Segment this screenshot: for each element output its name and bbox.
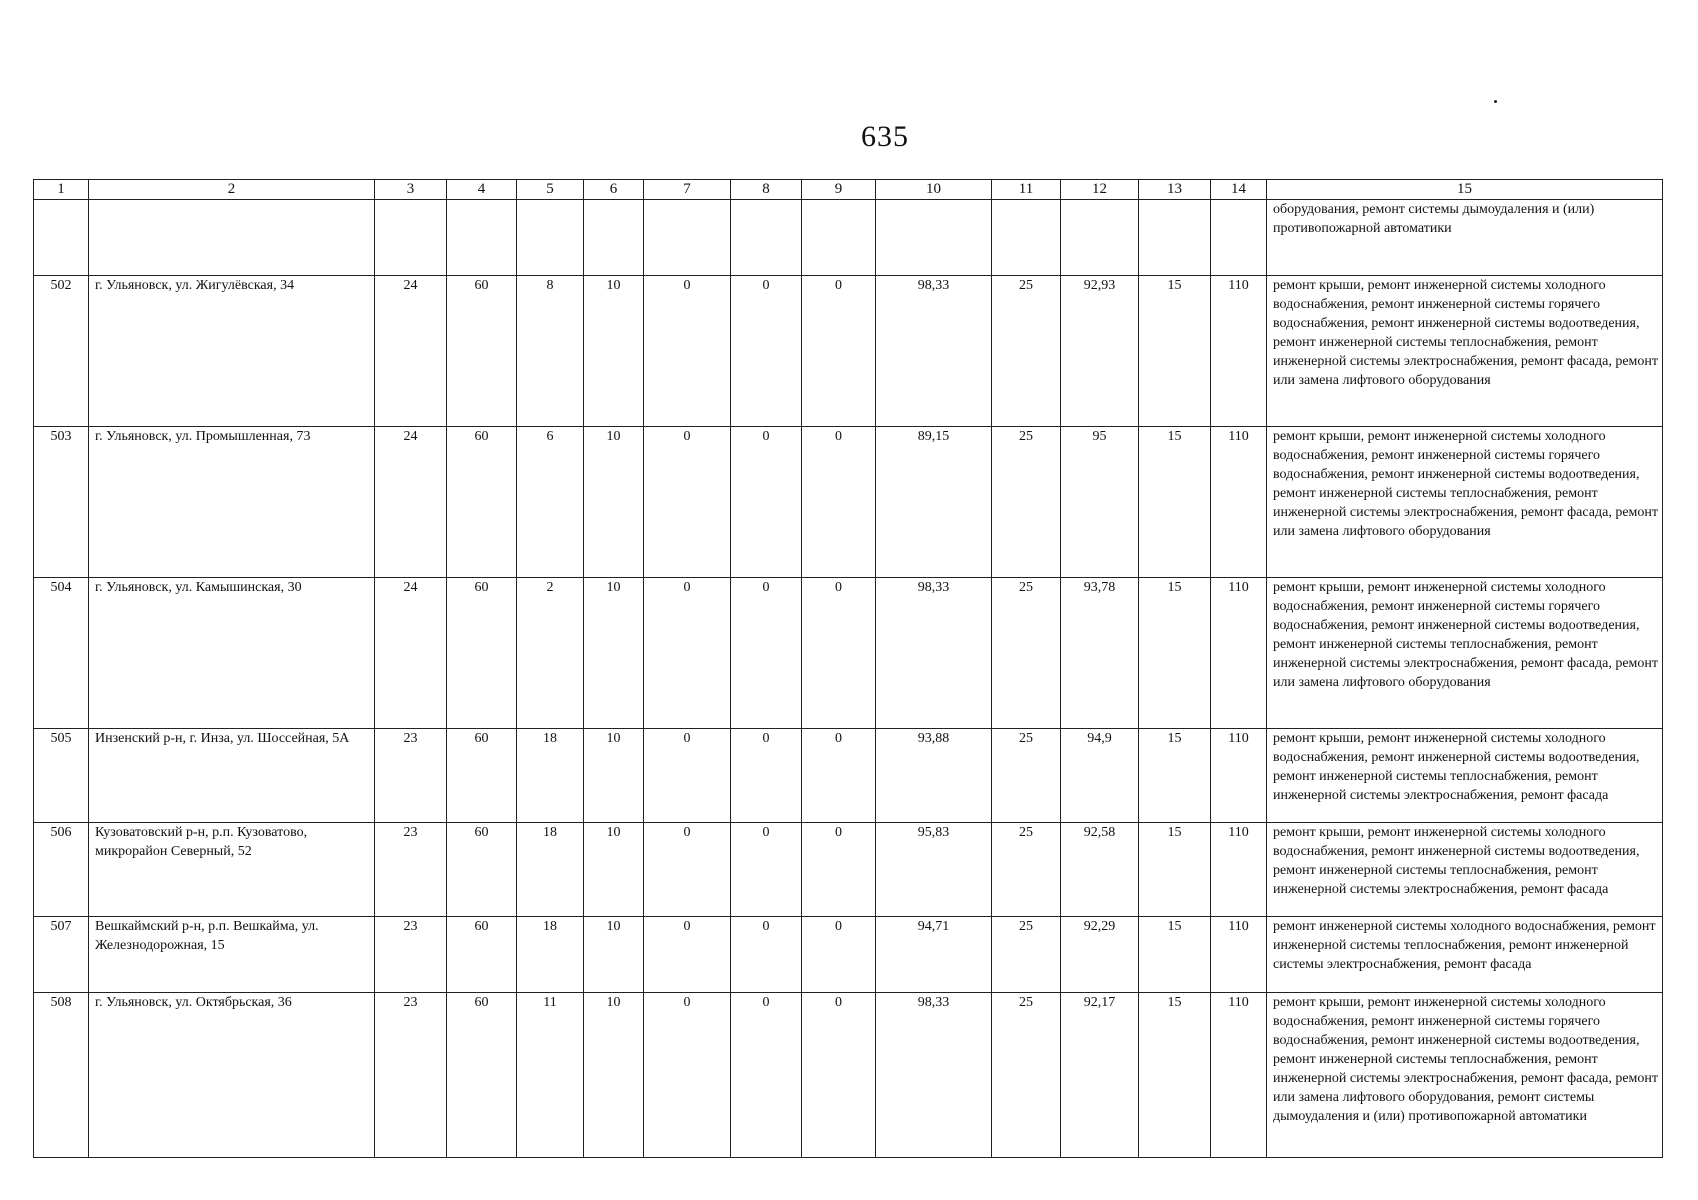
value-cell-col8: 0 [731, 917, 802, 993]
address-cell: Кузоватовский р-н, р.п. Кузоватово, микрорайон Северный, 52 [89, 823, 375, 917]
value-cell-col11: 25 [992, 823, 1061, 917]
row-number-cell: 505 [34, 729, 89, 823]
value-cell-col13: 15 [1139, 427, 1211, 578]
column-number-14: 14 [1211, 180, 1267, 200]
column-number-9: 9 [802, 180, 876, 200]
column-number-5: 5 [517, 180, 584, 200]
value-cell-col13: 15 [1139, 993, 1211, 1158]
value-cell-col4: 60 [447, 917, 517, 993]
cell-empty [1139, 200, 1211, 276]
value-cell-col6: 10 [584, 993, 644, 1158]
value-cell-col10: 98,33 [876, 276, 992, 427]
repair-works-cell: оборудования, ремонт системы дымоудаления и (или) противопожарной автоматики [1267, 200, 1663, 276]
cell-empty [876, 200, 992, 276]
scan-speck [1494, 100, 1497, 103]
value-cell-col7: 0 [644, 578, 731, 729]
cell-empty [584, 200, 644, 276]
value-cell-col12: 92,93 [1061, 276, 1139, 427]
value-cell-col8: 0 [731, 578, 802, 729]
value-cell-col3: 24 [375, 578, 447, 729]
row-number-cell: 508 [34, 993, 89, 1158]
value-cell-col12: 92,58 [1061, 823, 1139, 917]
address-cell: г. Ульяновск, ул. Камышинская, 30 [89, 578, 375, 729]
value-cell-col5: 18 [517, 917, 584, 993]
value-cell-col5: 11 [517, 993, 584, 1158]
column-number-11: 11 [992, 180, 1061, 200]
value-cell-col4: 60 [447, 427, 517, 578]
value-cell-col14: 110 [1211, 578, 1267, 729]
table-row [34, 427, 1663, 578]
value-cell-col10: 94,71 [876, 917, 992, 993]
value-cell-col6: 10 [584, 276, 644, 427]
column-number-13: 13 [1139, 180, 1211, 200]
value-cell-col8: 0 [731, 729, 802, 823]
value-cell-col4: 60 [447, 276, 517, 427]
cell-empty [517, 200, 584, 276]
column-number-2: 2 [89, 180, 375, 200]
value-cell-col6: 10 [584, 729, 644, 823]
value-cell-col8: 0 [731, 823, 802, 917]
column-number-15: 15 [1267, 180, 1663, 200]
cell-empty [1061, 200, 1139, 276]
value-cell-col14: 110 [1211, 917, 1267, 993]
value-cell-col11: 25 [992, 276, 1061, 427]
value-cell-col10: 93,88 [876, 729, 992, 823]
value-cell-col12: 94,9 [1061, 729, 1139, 823]
value-cell-col13: 15 [1139, 917, 1211, 993]
value-cell-col3: 23 [375, 993, 447, 1158]
address-cell: г. Ульяновск, ул. Жигулёвская, 34 [89, 276, 375, 427]
cell-empty [375, 200, 447, 276]
value-cell-col9: 0 [802, 427, 876, 578]
table-row [34, 578, 1663, 729]
cell-empty [802, 200, 876, 276]
value-cell-col6: 10 [584, 823, 644, 917]
value-cell-col9: 0 [802, 276, 876, 427]
value-cell-col9: 0 [802, 993, 876, 1158]
value-cell-col5: 18 [517, 729, 584, 823]
value-cell-col7: 0 [644, 729, 731, 823]
column-number-12: 12 [1061, 180, 1139, 200]
value-cell-col6: 10 [584, 578, 644, 729]
value-cell-col5: 6 [517, 427, 584, 578]
row-number-cell: 506 [34, 823, 89, 917]
value-cell-col14: 110 [1211, 729, 1267, 823]
repair-works-cell: ремонт крыши, ремонт инженерной системы холодного водоснабжения, ремонт инженерной системы горячего водоснабжения, ремонт инженерной системы водоотведения, ремонт инженерной системы теплоснабжения, ремонт инженерной системы электроснабжения, ремонт фасада, ремонт или замена лифтового оборудования [1267, 427, 1663, 578]
value-cell-col13: 15 [1139, 729, 1211, 823]
value-cell-col5: 2 [517, 578, 584, 729]
cell-empty [992, 200, 1061, 276]
value-cell-col3: 23 [375, 729, 447, 823]
cell-empty [1211, 200, 1267, 276]
value-cell-col11: 25 [992, 917, 1061, 993]
continuation-row [34, 200, 1663, 276]
value-cell-col4: 60 [447, 823, 517, 917]
repair-works-cell: ремонт крыши, ремонт инженерной системы холодного водоснабжения, ремонт инженерной системы водоотведения, ремонт инженерной системы теплоснабжения, ремонт инженерной системы электроснабжения, ремонт фасада [1267, 823, 1663, 917]
repair-works-cell: ремонт крыши, ремонт инженерной системы холодного водоснабжения, ремонт инженерной системы горячего водоснабжения, ремонт инженерной системы водоотведения, ремонт инженерной системы теплоснабжения, ремонт инженерной системы электроснабжения, ремонт фасада, ремонт или замена лифтового оборудования, ремонт системы дымоудаления и (или) противопожарной автоматики [1267, 993, 1663, 1158]
value-cell-col4: 60 [447, 993, 517, 1158]
row-number-cell: 504 [34, 578, 89, 729]
cell-empty [89, 200, 375, 276]
value-cell-col9: 0 [802, 729, 876, 823]
value-cell-col13: 15 [1139, 276, 1211, 427]
value-cell-col10: 98,33 [876, 993, 992, 1158]
repair-works-cell: ремонт крыши, ремонт инженерной системы холодного водоснабжения, ремонт инженерной системы горячего водоснабжения, ремонт инженерной системы водоотведения, ремонт инженерной системы теплоснабжения, ремонт инженерной системы электроснабжения, ремонт фасада, ремонт или замена лифтового оборудования [1267, 276, 1663, 427]
value-cell-col7: 0 [644, 427, 731, 578]
column-number-10: 10 [876, 180, 992, 200]
value-cell-col7: 0 [644, 276, 731, 427]
value-cell-col12: 92,29 [1061, 917, 1139, 993]
table-row [34, 917, 1663, 993]
value-cell-col10: 98,33 [876, 578, 992, 729]
value-cell-col3: 23 [375, 823, 447, 917]
cell-empty [34, 200, 89, 276]
value-cell-col11: 25 [992, 578, 1061, 729]
cell-empty [731, 200, 802, 276]
column-number-3: 3 [375, 180, 447, 200]
value-cell-col3: 23 [375, 917, 447, 993]
value-cell-col11: 25 [992, 729, 1061, 823]
value-cell-col10: 95,83 [876, 823, 992, 917]
column-number-1: 1 [34, 180, 89, 200]
value-cell-col8: 0 [731, 427, 802, 578]
value-cell-col8: 0 [731, 276, 802, 427]
value-cell-col11: 25 [992, 427, 1061, 578]
page-number: 635 [861, 120, 909, 153]
address-cell: Вешкаймский р-н, р.п. Вешкайма, ул. Железнодорожная, 15 [89, 917, 375, 993]
row-number-cell: 507 [34, 917, 89, 993]
value-cell-col6: 10 [584, 917, 644, 993]
repair-works-cell: ремонт инженерной системы холодного водоснабжения, ремонт инженерной системы теплоснабжения, ремонт инженерной системы электроснабжения, ремонт фасада [1267, 917, 1663, 993]
column-number-4: 4 [447, 180, 517, 200]
value-cell-col5: 18 [517, 823, 584, 917]
table-row [34, 276, 1663, 427]
value-cell-col9: 0 [802, 578, 876, 729]
column-number-header-row [34, 180, 1663, 200]
value-cell-col5: 8 [517, 276, 584, 427]
cell-empty [447, 200, 517, 276]
value-cell-col7: 0 [644, 823, 731, 917]
row-number-cell: 502 [34, 276, 89, 427]
value-cell-col6: 10 [584, 427, 644, 578]
cell-empty [644, 200, 731, 276]
repair-works-cell: ремонт крыши, ремонт инженерной системы холодного водоснабжения, ремонт инженерной системы водоотведения, ремонт инженерной системы теплоснабжения, ремонт инженерной системы электроснабжения, ремонт фасада [1267, 729, 1663, 823]
address-cell: г. Ульяновск, ул. Октябрьская, 36 [89, 993, 375, 1158]
value-cell-col8: 0 [731, 993, 802, 1158]
value-cell-col14: 110 [1211, 993, 1267, 1158]
value-cell-col11: 25 [992, 993, 1061, 1158]
table-row [34, 823, 1663, 917]
value-cell-col4: 60 [447, 578, 517, 729]
value-cell-col13: 15 [1139, 823, 1211, 917]
value-cell-col9: 0 [802, 917, 876, 993]
address-cell: Инзенский р-н, г. Инза, ул. Шоссейная, 5А [89, 729, 375, 823]
column-number-6: 6 [584, 180, 644, 200]
address-cell: г. Ульяновск, ул. Промышленная, 73 [89, 427, 375, 578]
value-cell-col12: 93,78 [1061, 578, 1139, 729]
table-row [34, 993, 1663, 1158]
value-cell-col12: 95 [1061, 427, 1139, 578]
value-cell-col7: 0 [644, 917, 731, 993]
value-cell-col3: 24 [375, 276, 447, 427]
repair-register-table [33, 179, 1663, 1158]
value-cell-col14: 110 [1211, 276, 1267, 427]
value-cell-col4: 60 [447, 729, 517, 823]
column-number-7: 7 [644, 180, 731, 200]
column-number-8: 8 [731, 180, 802, 200]
value-cell-col3: 24 [375, 427, 447, 578]
value-cell-col9: 0 [802, 823, 876, 917]
value-cell-col14: 110 [1211, 823, 1267, 917]
repair-works-cell: ремонт крыши, ремонт инженерной системы холодного водоснабжения, ремонт инженерной системы горячего водоснабжения, ремонт инженерной системы водоотведения, ремонт инженерной системы теплоснабжения, ремонт инженерной системы электроснабжения, ремонт фасада, ремонт или замена лифтового оборудования [1267, 578, 1663, 729]
row-number-cell: 503 [34, 427, 89, 578]
value-cell-col7: 0 [644, 993, 731, 1158]
value-cell-col12: 92,17 [1061, 993, 1139, 1158]
table-row [34, 729, 1663, 823]
value-cell-col13: 15 [1139, 578, 1211, 729]
value-cell-col14: 110 [1211, 427, 1267, 578]
value-cell-col10: 89,15 [876, 427, 992, 578]
